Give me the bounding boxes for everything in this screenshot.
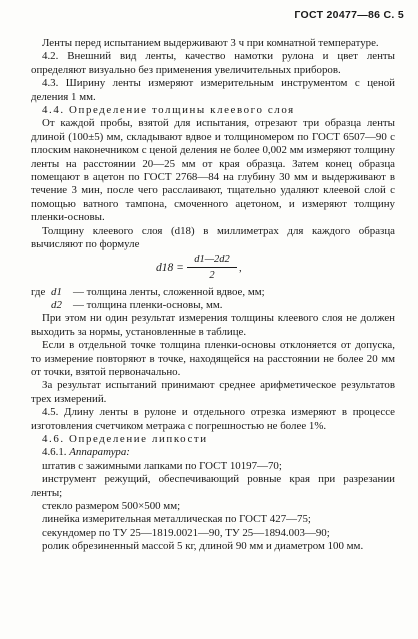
fraction-bar <box>187 267 237 268</box>
paragraph-conditioning: Ленты перед испытанием выдерживают 3 ч при комнатной температуре. <box>42 37 379 49</box>
subsection-number: 4.6.1. <box>42 446 67 459</box>
apparatus-item: линейка измерительная металлическая по ГОСТ 427—75; <box>42 513 311 526</box>
subsection-title: Аппаратура: <box>69 446 130 459</box>
where-text: — толщина ленты, сложенной вдвое, мм; <box>73 285 265 298</box>
apparatus-item: штатив с зажимными лапками по ГОСТ 10197—70; <box>42 459 282 472</box>
formula-denominator: 2 <box>209 269 215 281</box>
section-heading-4-4: 4.4. Определение толщины клеевого слоя <box>42 104 295 117</box>
where-lead: где <box>31 285 46 298</box>
paragraph-remeasure: Если в отдельной точке толщина пленки-основы отклоняется от допуска, то измерение повторяют в точке, находящейся на расстоянии не более 20 мм от точки, взятой первоначально. <box>31 339 395 378</box>
page-header: ГОСТ 20477—86 С. 5 <box>294 9 404 21</box>
subsection-heading-4-6-1 <box>31 446 395 459</box>
formula-fraction <box>187 253 237 282</box>
paragraph-result: За результат испытаний принимают среднее арифметическое результатов трех измерений. <box>31 379 395 405</box>
document-body <box>31 37 395 554</box>
formula-lhs: d18 = <box>156 261 184 274</box>
where-symbol: d2 <box>51 298 62 311</box>
paragraph-formula-intro: Толщину клеевого слоя (d18) в миллиметрах для каждого образца вычисляют по формуле <box>31 224 395 251</box>
section-heading-4-6: 4.6. Определение липкости <box>42 432 208 445</box>
apparatus-item: ролик обрезиненный массой 5 кг, длиной 90 мм и диаметром 100 мм. <box>42 540 364 553</box>
where-line-d1 <box>31 286 395 299</box>
apparatus-item: инструмент режущий, обеспечивающий ровные края при разрезании ленты; <box>31 473 395 499</box>
paragraph-4-5: 4.5. Длину ленты в рулоне и отдельного отрезка измеряют в процессе изготовления счетчиком метража с погрешностью не более 1%. <box>31 406 395 432</box>
paragraph-norms: При этом ни один результат измерения толщины клеевого слоя не должен выходить за нормы, установленные в таблице. <box>31 312 395 338</box>
paragraph-4-3: 4.3. Ширину ленты измеряют измерительным инструментом с ценой деления 1 мм. <box>31 77 395 103</box>
where-line-d2 <box>31 299 395 312</box>
apparatus-item: секундомер по ТУ 25—1819.0021—90, ТУ 25—1894.003—90; <box>42 526 330 539</box>
formula-tail: , <box>239 261 242 274</box>
paragraph-sample-procedure: От каждой пробы, взятой для испытания, отрезают три образца ленты длиной (100±5) мм, складывают вдвое и толщиномером по ГОСТ 6507—90 с плоским наконечником с ценой деления не более 0,002 мм измеряют толщину ленты на расстоянии 20—25 мм от края образца. Затем конец образца помещают в ацетон по ГОСТ 2768—84 на глубину 30 мм и выдерживают в течение 3 мин, после чего расслаивают, тщательно удаляют клеевой слой с помощью ватного тампона, смоченного ацетоном, и измеряют толщину пленки-основы. <box>31 117 395 224</box>
where-lead <box>31 299 51 312</box>
formula-numerator: d1—2d2 <box>194 253 230 265</box>
where-text: — толщина пленки-основы, мм. <box>73 298 223 311</box>
paragraph-4-2: 4.2. Внешний вид ленты, качество намотки рулона и цвет ленты определяют визуально без применения увеличительных приборов. <box>31 50 395 76</box>
apparatus-item: стекло размером 500×500 мм; <box>42 500 181 512</box>
formula-adhesive-thickness <box>31 253 395 284</box>
where-symbol: d1 <box>51 285 62 298</box>
